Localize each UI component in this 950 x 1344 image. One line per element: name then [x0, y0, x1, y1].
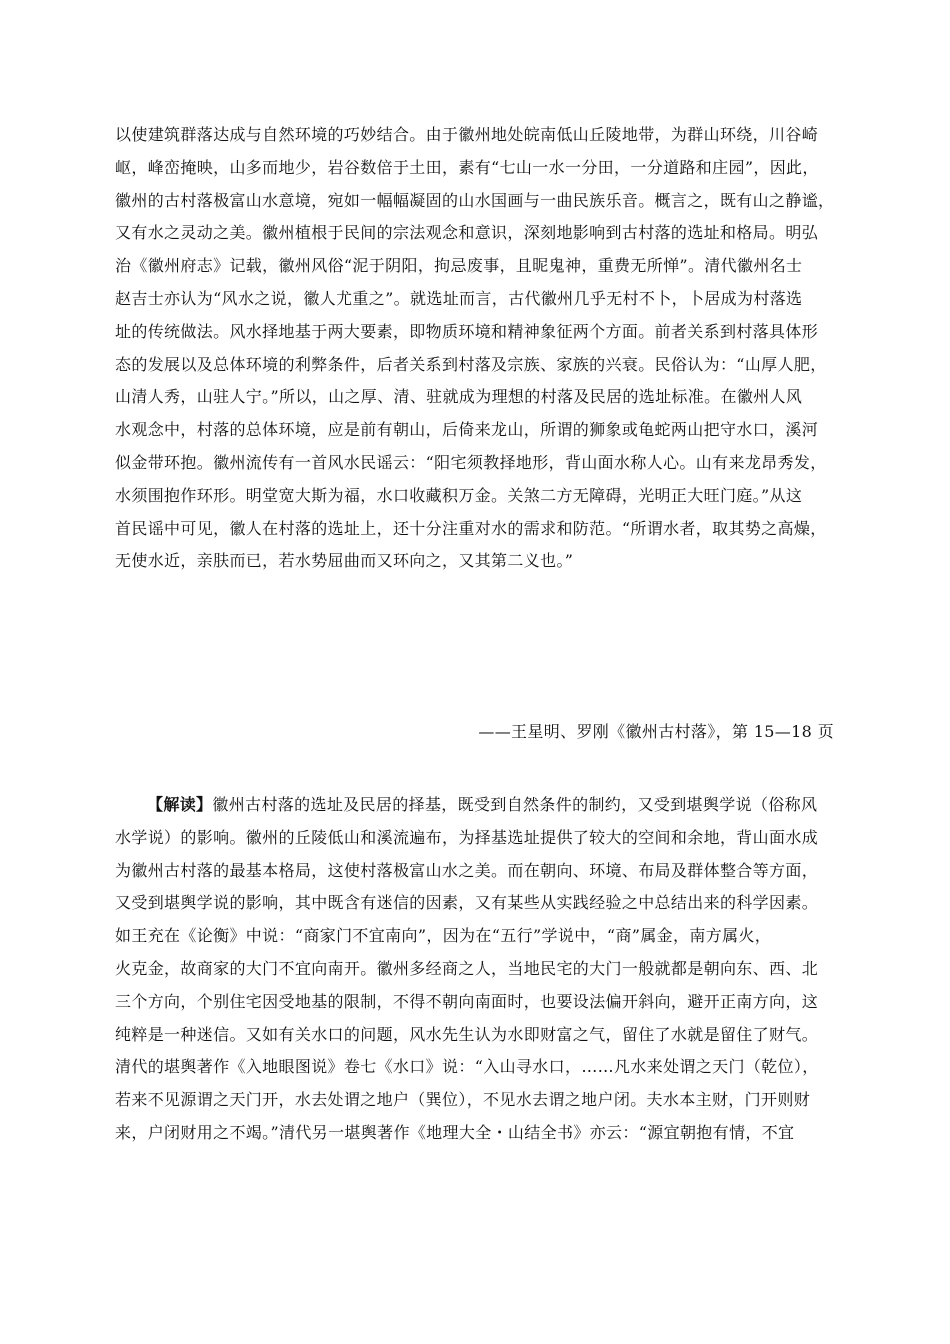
text-line: 来，户闭财用之不竭。”清代另一堪舆著作《地理大全・山结全书》亦云：“源宜朝抱有情，不宜 — [115, 1122, 795, 1142]
commentary-paragraph — [115, 789, 835, 1150]
text-line: 无使水近，亲肤而已，若水势屈曲而又环向之，又其第二义也。” — [115, 551, 574, 571]
text-line: 首民谣中可见，徽人在村落的选址上，还十分注重对水的需求和防范。“所谓水者，取其势之高燥， — [115, 518, 827, 538]
text-line: 水须围抱作环形。明堂宽大斯为福，水口收藏积万金。关煞二方无障碍，光明正大旺门庭。”从这 — [115, 485, 803, 505]
text-line: 为徽州古村落的最基本格局，这使村落极富山水之美。而在朝向、环境、布局及群体整合等方面， — [115, 860, 819, 880]
text-line: 址的传统做法。风水择地基于两大要素，即物质环境和精神象征两个方面。前者关系到村落具体形 — [115, 321, 819, 341]
text-line: 又有水之灵动之美。徽州植根于民间的宗法观念和意识，深刻地影响到古村落的选址和格局。明弘 — [115, 223, 819, 243]
text-line: 徽州的古村落极富山水意境，宛如一幅幅凝固的山水国画与一曲民族乐音。概言之，既有山之静谧， — [115, 190, 835, 210]
text-line: 岖，峰峦掩映，山多而地少，岩谷数倍于土田，素有“七山一水一分田，一分道路和庄园”，因此， — [115, 157, 819, 177]
commentary-first-line-text: 徽州古村落的选址及民居的择基，既受到自然条件的制约，又受到堪舆学说（俗称风 — [212, 795, 818, 814]
text-line: 态的发展以及总体环境的利弊条件，后者关系到村落及宗族、家族的兴衰。民俗认为：“山厚人肥， — [115, 354, 827, 374]
commentary-label: 【解读】 — [147, 795, 213, 814]
text-line: 清代的堪舆著作《入地眼图说》卷七《水口》说：“入山寻水口，……凡水来处谓之天门（乾位）， — [115, 1057, 819, 1077]
text-line: 似金带环抱。徽州流传有一首风水民谣云：“阳宅须教择地形，背山面水称人心。山有来龙昂秀发， — [115, 452, 827, 472]
text-line: 三个方向，个别住宅因受地基的限制，不得不朝向南面时，也要设法偏开斜向，避开正南方向，这 — [115, 991, 819, 1011]
text-line: 若来不见源谓之天门开，水去处谓之地户（巽位），不见水去谓之地户闭。夫水本主财，门开则财 — [115, 1090, 811, 1110]
text-line: 又受到堪舆学说的影响，其中既含有迷信的因素，又有某些从实践经验之中总结出来的科学因素。 — [115, 893, 819, 913]
commentary-first-line — [115, 789, 835, 822]
text-line: 山清人秀，山驻人宁。”所以，山之厚、清、驻就成为理想的村落及民居的选址标准。在徽州人风 — [115, 387, 803, 407]
text-line: 火克金，故商家的大门不宜向南开。徽州多经商之人，当地民宅的大门一般就都是朝向东、西、北 — [115, 958, 819, 978]
quoted-passage — [115, 119, 835, 578]
text-line: 赵吉士亦认为“风水之说，徽人尤重之”。就选址而言，古代徽州几乎无村不卜，卜居成为村落选 — [115, 288, 803, 308]
text-line: 如王充在《论衡》中说：“商家门不宜南向”，因为在“五行”学说中，“商”属金，南方属火， — [115, 926, 772, 946]
text-line: 治《徽州府志》记载，徽州风俗“泥于阴阳，拘忌废事，且昵鬼神，重费无所惮”。清代徽州名士 — [115, 256, 803, 276]
text-line: 以使建筑群落达成与自然环境的巧妙结合。由于徽州地处皖南低山丘陵地带，为群山环绕，川谷崎 — [115, 125, 819, 144]
text-line: 纯粹是一种迷信。又如有关水口的问题，风水先生认为水即财富之气，留住了水就是留住了财气。 — [115, 1024, 819, 1044]
text-line: 水学说）的影响。徽州的丘陵低山和溪流遍布，为择基选址提供了较大的空间和余地，背山面水成 — [115, 827, 819, 847]
text-line: 水观念中，村落的总体环境，应是前有朝山，后倚来龙山，所谓的狮象或龟蛇两山把守水口，溪河 — [115, 420, 819, 440]
source-citation: ——王星明、罗刚《徽州古村落》，第 15—18 页 — [478, 722, 834, 741]
